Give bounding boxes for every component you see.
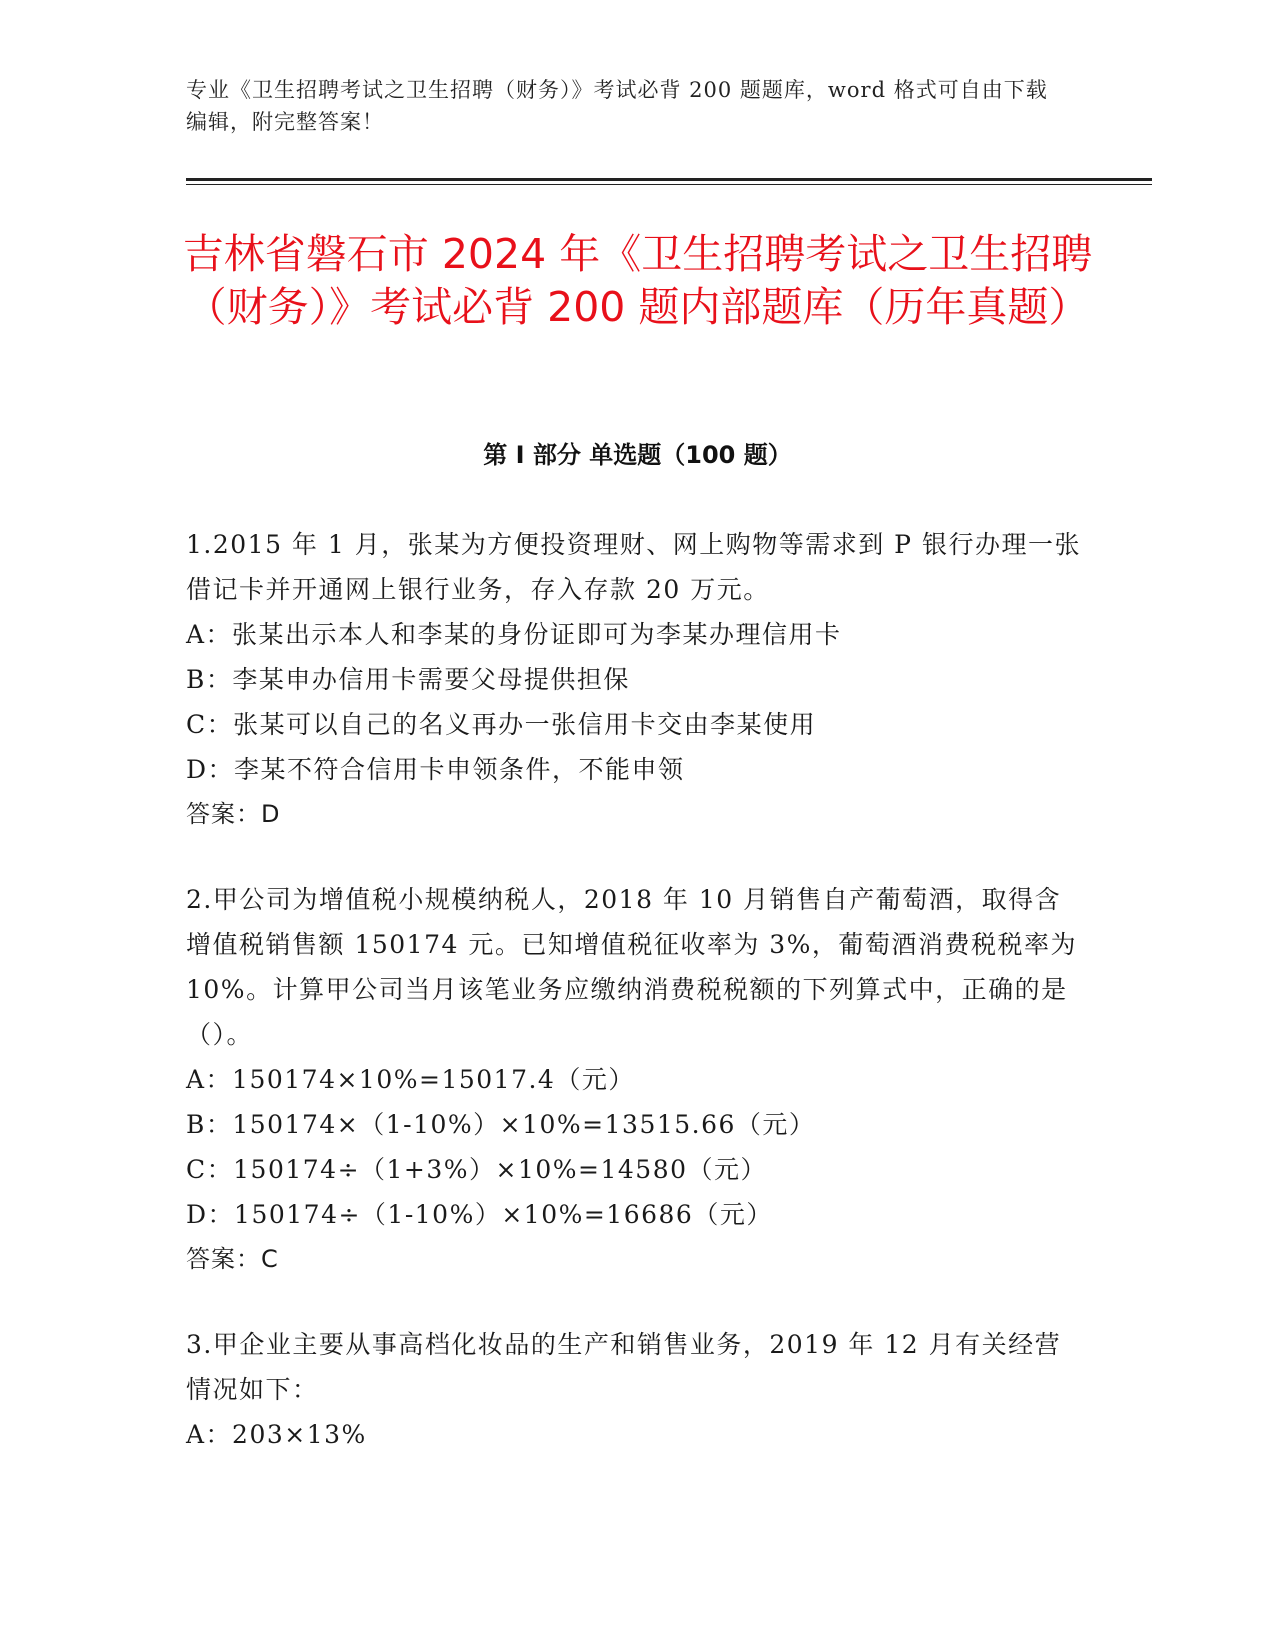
question-stem: 2.甲公司为增值税小规模纳税人，2018 年 10 月销售自产葡萄酒，取得含增值税销售额 150174 元。已知增值税征收率为 3%，葡萄酒消费税税率为 10%。计算甲公司当月该笔业务应缴纳消费税税额的下列算式中，正确的是（）。 (186, 885, 1077, 1049)
answer-line: 答案：C (186, 1245, 279, 1273)
option-a: A：张某出示本人和李某的身份证即可为李某办理信用卡 (186, 620, 842, 649)
question-stem: 1.2015 年 1 月，张某为方便投资理财、网上购物等需求到 P 银行办理一张借记卡并开通网上银行业务，存入存款 20 万元。 (186, 530, 1081, 604)
option-b: B：150174×（1-10%）×10%=13515.66（元） (186, 1110, 816, 1139)
option-a: A：203×13% (186, 1420, 367, 1449)
section-title: 第 I 部分 单选题（100 题） (483, 441, 792, 469)
header-note: 专业《卫生招聘考试之卫生招聘（财务）》考试必背 200 题题库，word 格式可自由下载编辑，附完整答案！ (186, 78, 1048, 134)
header-rule-thin (186, 184, 1152, 185)
question-3 (186, 1322, 1086, 1457)
question-stem: 3.甲企业主要从事高档化妆品的生产和销售业务，2019 年 12 月有关经营情况如下： (186, 1330, 1062, 1404)
option-c: C：150174÷（1+3%）×10%=14580（元） (186, 1155, 768, 1184)
option-a: A：150174×10%=15017.4（元） (186, 1065, 635, 1094)
answer-line: 答案：D (186, 800, 281, 828)
option-d: D：150174÷（1-10%）×10%=16686（元） (186, 1200, 773, 1229)
document-title: 吉林省磐石市 2024 年《卫生招聘考试之卫生招聘（财务）》考试必背 200 题内部题库（历年真题） (182, 230, 1093, 331)
question-2 (186, 877, 1086, 1282)
option-c: C：张某可以自己的名义再办一张信用卡交由李某使用 (186, 710, 817, 739)
question-1 (186, 522, 1086, 837)
header-rule-thick (186, 178, 1152, 181)
question-list (186, 522, 1086, 1497)
option-b: B：李某申办信用卡需要父母提供担保 (186, 665, 630, 694)
option-d: D：李某不符合信用卡申领条件，不能申领 (186, 755, 685, 784)
